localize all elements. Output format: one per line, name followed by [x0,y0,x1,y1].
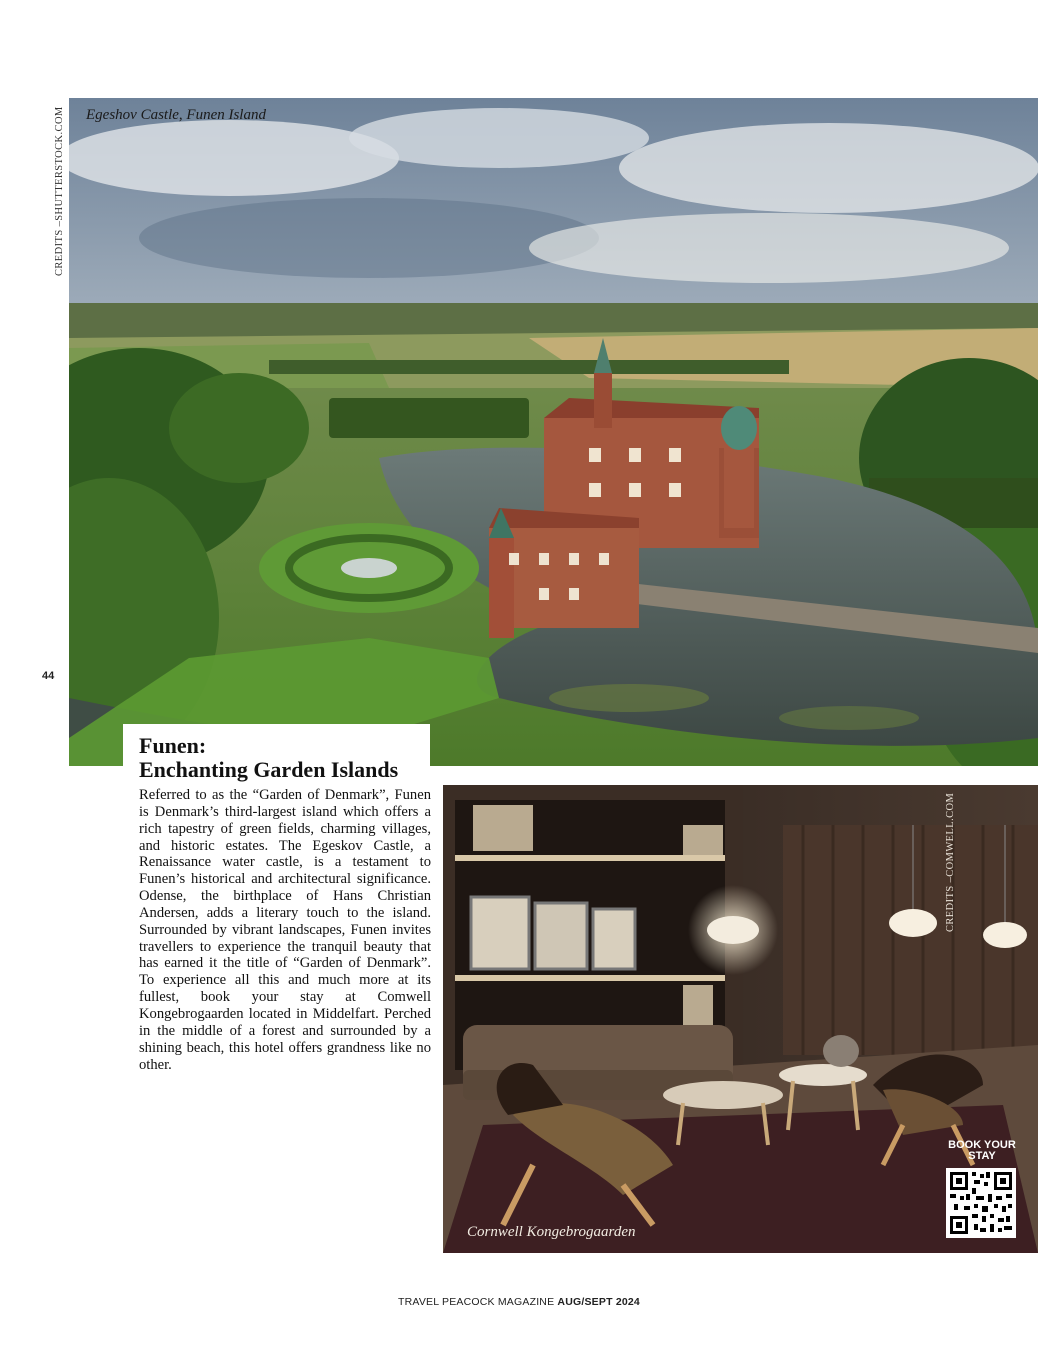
castle-photo [69,98,1038,766]
article-title-line2: Enchanting Garden Islands [139,757,399,782]
article-title [139,734,398,782]
photo-credit-shutterstock: CREDITS –SHUTTERSTOCK.COM [54,106,65,276]
book-your-stay-label [944,1140,1020,1162]
article-body: Referred to as the “Garden of Denmark”, Funen is Denmark’s third-largest island which offers a rich tapestry of green fields, charming villages, and historic estates. The Egeskov Castle, a Renaissance water castle, is a testament to Funen’s historical and architectural significance. Odense, the birthplace of Hans Christian Andersen, adds a literary touch to the island. Surrounded by vibrant landscapes, Funen invites travellers to experience the tranquil beauty that has earned it the title of “Garden of Denmark”. To experience all this and much more at its fullest, book your stay at Comwell Kongebrogaarden located in Middelfart. Perched in the middle of a forest and surrounded by a shining beach, this hotel offers grandness like no other. [139,787,431,1073]
book-label-line2: STAY [968,1150,996,1162]
page-number: 44 [42,670,55,682]
footer-issue: AUG/SEPT 2024 [557,1296,640,1308]
qr-code-icon[interactable] [946,1168,1016,1238]
footer-magazine-name: TRAVEL PEACOCK MAGAZINE [398,1296,555,1308]
photo-credit-comwell: CREDITS –COMWELL.COM [945,792,956,932]
book-label-line1: BOOK YOUR [948,1139,1016,1151]
article-title-line1: Funen: [139,733,207,758]
castle-photo-caption: Egeshov Castle, Funen Island [86,107,266,123]
hotel-photo-caption: Cornwell Kongebrogaarden [467,1224,636,1240]
page-footer [0,1296,1038,1308]
